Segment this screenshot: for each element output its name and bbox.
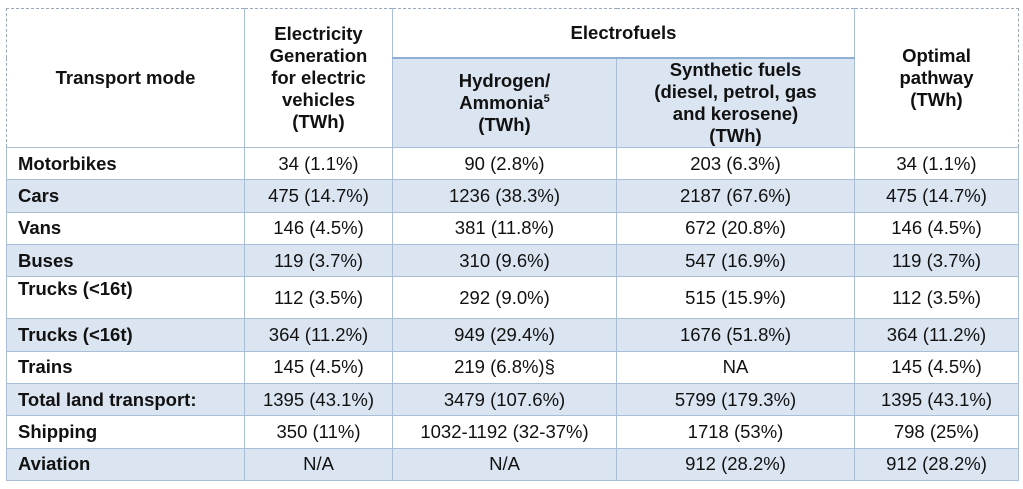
header-electrofuels-label: Electrofuels [570, 22, 677, 43]
row-mode: Vans [7, 212, 245, 244]
table-header [7, 9, 1019, 148]
header-electricity-line: vehicles [281, 89, 356, 110]
table-row [7, 351, 1019, 383]
table-row [7, 383, 1019, 415]
transport-energy-table [6, 8, 1019, 481]
row-mode: Motorbikes [7, 148, 245, 180]
header-electricity [245, 9, 393, 148]
table-body [7, 148, 1019, 481]
cell-hydrogen: 381 (11.8%) [393, 212, 617, 244]
cell-synthetic: 203 (6.3%) [617, 148, 855, 180]
cell-optimal: 912 (28.2%) [855, 448, 1019, 480]
cell-optimal: 112 (3.5%) [855, 277, 1019, 319]
cell-hydrogen: 292 (9.0%) [393, 277, 617, 319]
header-hydrogen [393, 58, 617, 148]
header-optimal-line: pathway [899, 67, 974, 88]
header-electricity-line: for electric [271, 67, 366, 88]
cell-optimal: 34 (1.1%) [855, 148, 1019, 180]
table-row [7, 180, 1019, 212]
cell-optimal: 146 (4.5%) [855, 212, 1019, 244]
row-mode: Cars [7, 180, 245, 212]
cell-synthetic: 2187 (67.6%) [617, 180, 855, 212]
cell-hydrogen: 949 (29.4%) [393, 319, 617, 351]
cell-optimal: 364 (11.2%) [855, 319, 1019, 351]
header-transport-mode [7, 9, 245, 148]
cell-synthetic: NA [617, 351, 855, 383]
cell-electricity: 119 (3.7%) [245, 244, 393, 276]
cell-hydrogen: 1236 (38.3%) [393, 180, 617, 212]
row-mode: Aviation [7, 448, 245, 480]
cell-electricity: 34 (1.1%) [245, 148, 393, 180]
header-hydrogen-line: Hydrogen/ [458, 70, 551, 91]
cell-hydrogen: 90 (2.8%) [393, 148, 617, 180]
cell-synthetic: 1676 (51.8%) [617, 319, 855, 351]
cell-optimal: 1395 (43.1%) [855, 383, 1019, 415]
table-row [7, 148, 1019, 180]
cell-electricity: 364 (11.2%) [245, 319, 393, 351]
row-mode: Trains [7, 351, 245, 383]
cell-electricity: 146 (4.5%) [245, 212, 393, 244]
row-mode: Trucks (<16t) [7, 319, 245, 351]
table-row [7, 416, 1019, 448]
header-electricity-line: (TWh) [292, 111, 345, 132]
header-optimal-line: (TWh) [910, 89, 963, 110]
header-transport-mode-label: Transport mode [55, 67, 196, 88]
cell-electricity: 145 (4.5%) [245, 351, 393, 383]
cell-optimal: 475 (14.7%) [855, 180, 1019, 212]
header-synthetic-line: Synthetic fuels [669, 59, 802, 80]
header-synthetic-line: (diesel, petrol, gas [654, 81, 817, 102]
header-synthetic-line: (TWh) [709, 125, 762, 146]
cell-synthetic: 547 (16.9%) [617, 244, 855, 276]
header-synthetic [617, 58, 855, 148]
cell-optimal: 145 (4.5%) [855, 351, 1019, 383]
cell-synthetic: 672 (20.8%) [617, 212, 855, 244]
row-mode: Shipping [7, 416, 245, 448]
footnote-marker: 5 [543, 92, 550, 105]
cell-electricity: 112 (3.5%) [245, 277, 393, 319]
cell-hydrogen: 1032-1192 (32-37%) [393, 416, 617, 448]
table-row [7, 212, 1019, 244]
header-optimal-line: Optimal [902, 45, 971, 66]
table-row [7, 319, 1019, 351]
table-row [7, 244, 1019, 276]
row-mode: Total land transport: [7, 383, 245, 415]
cell-synthetic: 1718 (53%) [617, 416, 855, 448]
row-mode: Trucks (<16t) [7, 277, 245, 319]
cell-hydrogen: N/A [393, 448, 617, 480]
header-optimal [855, 9, 1019, 148]
cell-synthetic: 912 (28.2%) [617, 448, 855, 480]
cell-electricity: 475 (14.7%) [245, 180, 393, 212]
table-row [7, 277, 1019, 319]
table-row [7, 448, 1019, 480]
cell-hydrogen: 3479 (107.6%) [393, 383, 617, 415]
header-electrofuels [393, 9, 855, 59]
header-hydrogen-line: Ammonia [459, 92, 544, 113]
header-hydrogen-line: (TWh) [478, 114, 531, 135]
cell-electricity: 1395 (43.1%) [245, 383, 393, 415]
row-mode: Buses [7, 244, 245, 276]
cell-hydrogen: 219 (6.8%)§ [393, 351, 617, 383]
cell-optimal: 119 (3.7%) [855, 244, 1019, 276]
cell-optimal: 798 (25%) [855, 416, 1019, 448]
header-electricity-line: Electricity [274, 23, 363, 44]
cell-synthetic: 515 (15.9%) [617, 277, 855, 319]
header-electricity-line: Generation [269, 45, 368, 66]
cell-hydrogen: 310 (9.6%) [393, 244, 617, 276]
cell-synthetic: 5799 (179.3%) [617, 383, 855, 415]
header-synthetic-line: and kerosene) [672, 103, 799, 124]
cell-electricity: 350 (11%) [245, 416, 393, 448]
cell-electricity: N/A [245, 448, 393, 480]
